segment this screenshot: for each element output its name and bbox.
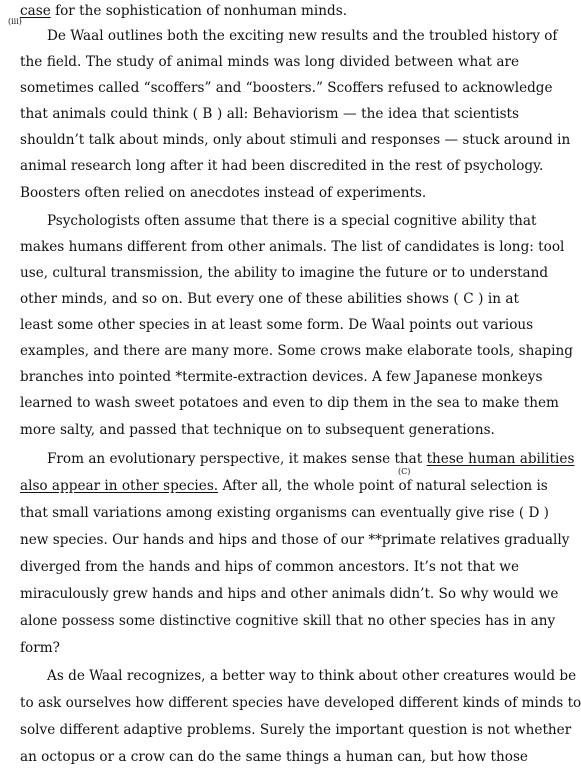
line-12-segment-1: other minds, and so on. But every one of these abilities shows ( C ) in at	[20, 291, 519, 307]
text-line-27	[20, 692, 581, 714]
line-25-segment-1: form?	[20, 640, 60, 656]
text-line-5	[20, 103, 519, 125]
text-line-25	[20, 637, 519, 659]
text-line-2	[20, 25, 558, 47]
line-29-segment-1: an octopus or a crow can do the same things a human can, but how those	[20, 749, 528, 765]
text-line-12	[20, 288, 519, 310]
line-23-segment-1: miraculously grew hands and hips and other animals didn’t. So why would we	[20, 586, 559, 602]
text-line-11	[20, 262, 549, 284]
text-line-28	[20, 719, 572, 741]
line-10-segment-1: makes humans different from other animals. The list of candidates is long: tool	[20, 239, 565, 255]
text-line-6	[20, 129, 571, 151]
line-7-segment-1: animal research long after it had been discredited in the rest of psychology.	[20, 158, 544, 174]
line-28-segment-1: solve different adaptive problems. Surely the important question is not whether	[20, 722, 572, 738]
line-22-segment-1: diverged from the hands and hips of common ancestors. It’s not that we	[20, 559, 519, 575]
line-20-segment-1: that small variations among existing organisms can eventually give rise ( D )	[20, 505, 549, 521]
underline-marker-iii: (iii)	[8, 17, 22, 26]
line-17-segment-1: more salty, and passed that technique on to subsequent generations.	[20, 422, 495, 438]
text-line-21	[20, 529, 570, 551]
text-line-3	[20, 51, 519, 73]
line-15-segment-1: branches into pointed *termite-extraction devices. A few Japanese monkeys	[20, 369, 543, 385]
underline-marker-c: (C)	[398, 467, 411, 476]
line-1-segment-2: for the sophistication of nonhuman minds.	[50, 3, 348, 19]
line-5-segment-1: that animals could think ( B ) all: Behaviorism — the idea that scientists	[20, 106, 519, 122]
text-line-29	[20, 746, 528, 768]
line-11-segment-1: use, cultural transmission, the ability to imagine the future or to understand	[20, 265, 549, 281]
line-3-segment-1: the field. The study of animal minds was long divided between what are	[20, 54, 519, 70]
text-line-1	[20, 0, 519, 22]
text-line-24	[20, 610, 556, 632]
line-19-segment-2: After all, the whole point of natural selection is	[218, 478, 548, 494]
text-line-18	[20, 448, 575, 470]
line-24-segment-1: alone possess some distinctive cognitive skill that no other species has in any	[20, 613, 556, 629]
text-line-16	[20, 392, 559, 414]
text-line-26	[20, 665, 577, 687]
line-4-segment-1: sometimes called “scoffers” and “boosters.” Scoffers refused to acknowledge	[20, 80, 553, 96]
line-2-segment-1: De Waal outlines both the exciting new results and the troubled history of	[47, 28, 558, 44]
line-18-segment-2: these human abilities	[426, 451, 575, 467]
text-line-7	[20, 155, 544, 177]
line-21-segment-1: new species. Our hands and hips and those of our **primate relatives gradually	[20, 532, 570, 548]
line-19-segment-1: also appear in other species.	[20, 478, 219, 494]
text-line-15	[20, 366, 543, 388]
text-line-14	[20, 340, 573, 362]
line-27-segment-1: to ask ourselves how different species have developed different kinds of minds to	[20, 695, 581, 711]
line-1-segment-1: case	[20, 3, 51, 19]
line-9-segment-1: Psychologists often assume that there is a special cognitive ability that	[47, 213, 537, 229]
text-line-4	[20, 77, 553, 99]
text-line-17	[20, 419, 519, 441]
text-line-10	[20, 236, 565, 258]
line-26-segment-1: As de Waal recognizes, a better way to think about other creatures would be	[47, 668, 577, 684]
text-line-13	[20, 314, 534, 336]
text-line-19	[20, 475, 548, 497]
line-18-segment-1: From an evolutionary perspective, it makes sense that	[47, 451, 427, 467]
text-line-22	[20, 556, 519, 578]
line-14-segment-1: examples, and there are many more. Some crows make elaborate tools, shaping	[20, 343, 573, 359]
line-16-segment-1: learned to wash sweet potatoes and even to dip them in the sea to make them	[20, 395, 559, 411]
text-line-8	[20, 182, 519, 204]
text-line-9	[20, 210, 537, 232]
text-line-20	[20, 502, 549, 524]
text-line-23	[20, 583, 559, 605]
line-8-segment-1: Boosters often relied on anecdotes instead of experiments.	[20, 185, 427, 201]
line-13-segment-1: least some other species in at least some form. De Waal points out various	[20, 317, 534, 333]
line-6-segment-1: shouldn’t talk about minds, only about stimuli and responses — stuck around in	[20, 132, 571, 148]
